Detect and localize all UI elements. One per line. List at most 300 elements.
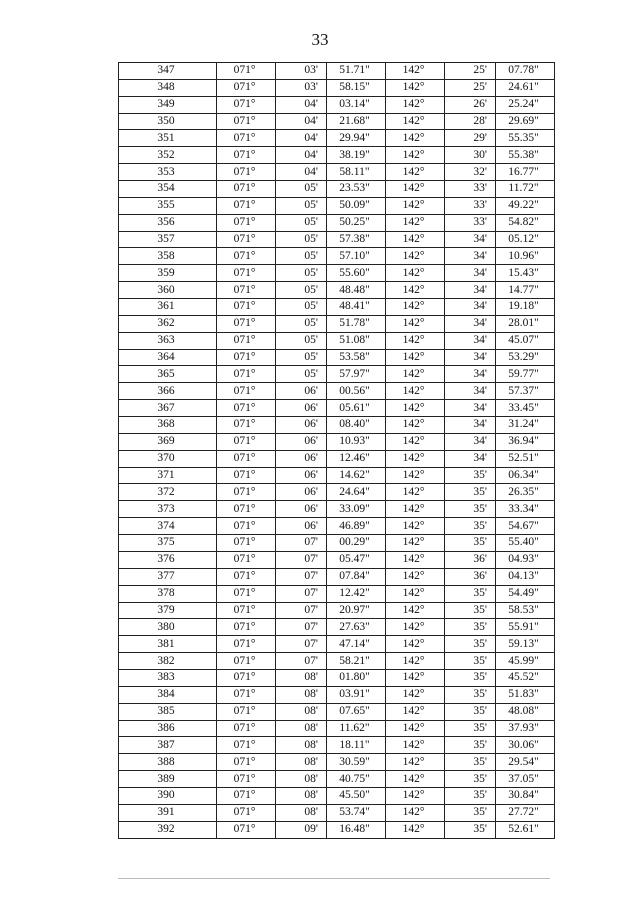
cell-lat-minutes: 05' (276, 265, 327, 282)
cell-lon-degrees: 142° (386, 686, 445, 703)
cell-lon-degrees: 142° (386, 821, 445, 838)
cell-lon-degrees: 142° (386, 248, 445, 265)
cell-lon-seconds: 25.24" (496, 96, 555, 113)
cell-lon-minutes: 35' (445, 602, 496, 619)
cell-lat-seconds: 46.89" (327, 518, 386, 535)
cell-lon-seconds: 29.54" (496, 754, 555, 771)
cell-lon-minutes: 28' (445, 113, 496, 130)
cell-lat-degrees: 071° (217, 332, 276, 349)
cell-lat-seconds: 38.19" (327, 147, 386, 164)
cell-lon-seconds: 33.34" (496, 501, 555, 518)
cell-lat-minutes: 06' (276, 383, 327, 400)
cell-lon-seconds: 45.99" (496, 653, 555, 670)
cell-lon-seconds: 55.40" (496, 535, 555, 552)
cell-lat-minutes: 08' (276, 754, 327, 771)
cell-lon-degrees: 142° (386, 653, 445, 670)
table-row (119, 197, 555, 214)
cell-point-number: 372 (119, 484, 217, 501)
cell-lon-seconds: 37.05" (496, 771, 555, 788)
cell-lat-seconds: 08.40" (327, 417, 386, 434)
cell-lat-degrees: 071° (217, 366, 276, 383)
cell-lon-degrees: 142° (386, 501, 445, 518)
cell-point-number: 384 (119, 686, 217, 703)
cell-lon-seconds: 31.24" (496, 417, 555, 434)
cell-lon-degrees: 142° (386, 804, 445, 821)
cell-point-number: 378 (119, 585, 217, 602)
cell-lat-degrees: 071° (217, 501, 276, 518)
cell-lat-degrees: 071° (217, 282, 276, 299)
table-row (119, 383, 555, 400)
cell-lat-degrees: 071° (217, 433, 276, 450)
coordinates-table (118, 62, 555, 839)
cell-lat-seconds: 48.41" (327, 299, 386, 316)
cell-lat-seconds: 18.11" (327, 737, 386, 754)
cell-point-number: 389 (119, 771, 217, 788)
cell-lat-degrees: 071° (217, 720, 276, 737)
table-row (119, 821, 555, 838)
cell-lon-seconds: 57.37" (496, 383, 555, 400)
coordinates-table-body (119, 63, 555, 839)
cell-lat-minutes: 08' (276, 787, 327, 804)
table-row (119, 737, 555, 754)
cell-lat-minutes: 05' (276, 282, 327, 299)
cell-lat-minutes: 04' (276, 164, 327, 181)
table-row (119, 720, 555, 737)
cell-lon-seconds: 54.82" (496, 214, 555, 231)
cell-lat-degrees: 071° (217, 349, 276, 366)
cell-lat-degrees: 071° (217, 787, 276, 804)
cell-point-number: 357 (119, 231, 217, 248)
cell-lat-seconds: 05.47" (327, 551, 386, 568)
cell-lon-seconds: 11.72" (496, 181, 555, 198)
cell-lat-seconds: 58.15" (327, 79, 386, 96)
cell-lon-minutes: 29' (445, 130, 496, 147)
cell-lon-seconds: 24.61" (496, 79, 555, 96)
table-row (119, 501, 555, 518)
cell-point-number: 347 (119, 63, 217, 80)
cell-lon-minutes: 34' (445, 332, 496, 349)
cell-lon-minutes: 34' (445, 315, 496, 332)
table-row (119, 551, 555, 568)
cell-lon-degrees: 142° (386, 400, 445, 417)
cell-lat-seconds: 45.50" (327, 787, 386, 804)
table-row (119, 400, 555, 417)
table-row (119, 653, 555, 670)
cell-lat-degrees: 071° (217, 383, 276, 400)
cell-lon-minutes: 34' (445, 265, 496, 282)
cell-lat-degrees: 071° (217, 484, 276, 501)
cell-lon-minutes: 35' (445, 653, 496, 670)
cell-lat-minutes: 07' (276, 653, 327, 670)
cell-lat-minutes: 08' (276, 703, 327, 720)
cell-lat-minutes: 03' (276, 79, 327, 96)
cell-lon-seconds: 54.67" (496, 518, 555, 535)
cell-lat-minutes: 08' (276, 771, 327, 788)
cell-lon-minutes: 34' (445, 282, 496, 299)
cell-lat-degrees: 071° (217, 164, 276, 181)
cell-lat-degrees: 071° (217, 737, 276, 754)
cell-point-number: 382 (119, 653, 217, 670)
cell-lat-minutes: 08' (276, 720, 327, 737)
cell-lon-degrees: 142° (386, 787, 445, 804)
cell-lat-seconds: 47.14" (327, 636, 386, 653)
cell-point-number: 363 (119, 332, 217, 349)
cell-lat-degrees: 071° (217, 686, 276, 703)
cell-lon-degrees: 142° (386, 669, 445, 686)
cell-point-number: 369 (119, 433, 217, 450)
cell-lat-minutes: 07' (276, 636, 327, 653)
cell-lon-degrees: 142° (386, 619, 445, 636)
table-row (119, 568, 555, 585)
cell-lon-seconds: 45.52" (496, 669, 555, 686)
cell-point-number: 374 (119, 518, 217, 535)
cell-lat-minutes: 05' (276, 332, 327, 349)
cell-lon-minutes: 35' (445, 771, 496, 788)
cell-lon-degrees: 142° (386, 433, 445, 450)
cell-lon-minutes: 35' (445, 737, 496, 754)
cell-lat-seconds: 30.59" (327, 754, 386, 771)
cell-lat-degrees: 071° (217, 299, 276, 316)
cell-lon-seconds: 49.22" (496, 197, 555, 214)
cell-point-number: 354 (119, 181, 217, 198)
cell-lon-seconds: 29.69" (496, 113, 555, 130)
cell-lat-seconds: 57.10" (327, 248, 386, 265)
cell-lon-seconds: 37.93" (496, 720, 555, 737)
cell-lon-seconds: 06.34" (496, 467, 555, 484)
cell-lon-minutes: 35' (445, 669, 496, 686)
table-row (119, 467, 555, 484)
cell-lat-seconds: 01.80" (327, 669, 386, 686)
cell-lon-seconds: 58.53" (496, 602, 555, 619)
cell-lon-degrees: 142° (386, 484, 445, 501)
table-row (119, 214, 555, 231)
table-row (119, 669, 555, 686)
cell-point-number: 350 (119, 113, 217, 130)
cell-lat-minutes: 07' (276, 585, 327, 602)
cell-lat-minutes: 05' (276, 231, 327, 248)
cell-lon-seconds: 28.01" (496, 315, 555, 332)
cell-lat-degrees: 071° (217, 636, 276, 653)
cell-lat-seconds: 50.09" (327, 197, 386, 214)
cell-lat-seconds: 29.94" (327, 130, 386, 147)
table-row (119, 619, 555, 636)
cell-lon-seconds: 55.91" (496, 619, 555, 636)
cell-lon-minutes: 34' (445, 299, 496, 316)
cell-lat-seconds: 48.48" (327, 282, 386, 299)
cell-lat-seconds: 12.46" (327, 450, 386, 467)
cell-lon-minutes: 33' (445, 197, 496, 214)
table-row (119, 315, 555, 332)
cell-lon-minutes: 33' (445, 214, 496, 231)
cell-lat-degrees: 071° (217, 181, 276, 198)
cell-lat-seconds: 00.56" (327, 383, 386, 400)
cell-lat-minutes: 06' (276, 417, 327, 434)
table-row (119, 787, 555, 804)
cell-lon-seconds: 59.77" (496, 366, 555, 383)
cell-lat-minutes: 05' (276, 349, 327, 366)
cell-lon-seconds: 26.35" (496, 484, 555, 501)
cell-lat-seconds: 58.11" (327, 164, 386, 181)
cell-point-number: 377 (119, 568, 217, 585)
cell-lon-degrees: 142° (386, 585, 445, 602)
cell-lon-degrees: 142° (386, 315, 445, 332)
cell-lon-degrees: 142° (386, 349, 445, 366)
cell-lon-seconds: 53.29" (496, 349, 555, 366)
cell-lon-minutes: 25' (445, 63, 496, 80)
cell-lon-minutes: 35' (445, 754, 496, 771)
cell-lon-minutes: 35' (445, 787, 496, 804)
cell-point-number: 392 (119, 821, 217, 838)
table-row (119, 804, 555, 821)
cell-lat-degrees: 071° (217, 669, 276, 686)
cell-lat-degrees: 071° (217, 400, 276, 417)
page-number: 33 (311, 30, 329, 49)
cell-lat-degrees: 071° (217, 602, 276, 619)
cell-lat-minutes: 04' (276, 113, 327, 130)
cell-lat-seconds: 27.63" (327, 619, 386, 636)
cell-lon-seconds: 59.13" (496, 636, 555, 653)
table-row (119, 535, 555, 552)
cell-lat-seconds: 51.08" (327, 332, 386, 349)
cell-lon-seconds: 30.84" (496, 787, 555, 804)
cell-lon-minutes: 35' (445, 467, 496, 484)
cell-lon-minutes: 35' (445, 585, 496, 602)
cell-point-number: 371 (119, 467, 217, 484)
cell-lon-seconds: 19.18" (496, 299, 555, 316)
table-row (119, 113, 555, 130)
table-row (119, 366, 555, 383)
cell-lat-degrees: 071° (217, 231, 276, 248)
cell-lat-minutes: 06' (276, 450, 327, 467)
cell-lat-minutes: 05' (276, 214, 327, 231)
cell-lon-seconds: 48.08" (496, 703, 555, 720)
cell-lat-minutes: 05' (276, 315, 327, 332)
cell-lat-degrees: 071° (217, 96, 276, 113)
cell-lon-degrees: 142° (386, 96, 445, 113)
cell-point-number: 366 (119, 383, 217, 400)
cell-lon-minutes: 36' (445, 551, 496, 568)
cell-lon-degrees: 142° (386, 282, 445, 299)
table-row (119, 585, 555, 602)
cell-point-number: 351 (119, 130, 217, 147)
cell-point-number: 387 (119, 737, 217, 754)
cell-lat-seconds: 24.64" (327, 484, 386, 501)
cell-lat-seconds: 07.84" (327, 568, 386, 585)
cell-lon-seconds: 45.07" (496, 332, 555, 349)
cell-point-number: 358 (119, 248, 217, 265)
cell-lat-seconds: 51.78" (327, 315, 386, 332)
cell-lat-minutes: 05' (276, 248, 327, 265)
cell-lat-degrees: 071° (217, 619, 276, 636)
cell-lat-degrees: 071° (217, 63, 276, 80)
cell-lat-seconds: 23.53" (327, 181, 386, 198)
cell-point-number: 353 (119, 164, 217, 181)
table-row (119, 450, 555, 467)
cell-lon-minutes: 35' (445, 518, 496, 535)
cell-lat-degrees: 071° (217, 197, 276, 214)
cell-lat-seconds: 50.25" (327, 214, 386, 231)
cell-lat-seconds: 12.42" (327, 585, 386, 602)
cell-point-number: 360 (119, 282, 217, 299)
table-row (119, 686, 555, 703)
cell-lat-degrees: 071° (217, 754, 276, 771)
cell-lat-minutes: 04' (276, 130, 327, 147)
table-row (119, 130, 555, 147)
cell-lat-minutes: 05' (276, 299, 327, 316)
cell-lat-minutes: 05' (276, 181, 327, 198)
cell-point-number: 381 (119, 636, 217, 653)
cell-lon-degrees: 142° (386, 265, 445, 282)
cell-lon-seconds: 07.78" (496, 63, 555, 80)
cell-lon-seconds: 16.77" (496, 164, 555, 181)
cell-lat-seconds: 03.14" (327, 96, 386, 113)
cell-lat-seconds: 11.62" (327, 720, 386, 737)
cell-point-number: 367 (119, 400, 217, 417)
cell-lon-minutes: 34' (445, 366, 496, 383)
cell-lon-degrees: 142° (386, 737, 445, 754)
cell-lat-seconds: 55.60" (327, 265, 386, 282)
cell-lon-degrees: 142° (386, 181, 445, 198)
cell-point-number: 368 (119, 417, 217, 434)
cell-lat-degrees: 071° (217, 653, 276, 670)
cell-lat-seconds: 57.97" (327, 366, 386, 383)
cell-lon-seconds: 10.96" (496, 248, 555, 265)
cell-lon-minutes: 34' (445, 450, 496, 467)
cell-lon-minutes: 35' (445, 720, 496, 737)
cell-lat-minutes: 06' (276, 467, 327, 484)
table-row (119, 299, 555, 316)
cell-lon-minutes: 35' (445, 703, 496, 720)
cell-lat-degrees: 071° (217, 568, 276, 585)
cell-point-number: 361 (119, 299, 217, 316)
cell-lat-minutes: 07' (276, 619, 327, 636)
table-row (119, 147, 555, 164)
cell-lon-minutes: 34' (445, 400, 496, 417)
table-row (119, 518, 555, 535)
cell-lat-seconds: 51.71" (327, 63, 386, 80)
cell-lon-degrees: 142° (386, 450, 445, 467)
cell-lat-minutes: 07' (276, 551, 327, 568)
cell-lon-degrees: 142° (386, 771, 445, 788)
cell-lat-seconds: 05.61" (327, 400, 386, 417)
cell-lon-degrees: 142° (386, 535, 445, 552)
cell-lon-minutes: 34' (445, 383, 496, 400)
cell-lon-seconds: 55.38" (496, 147, 555, 164)
cell-lon-degrees: 142° (386, 551, 445, 568)
cell-lat-degrees: 071° (217, 315, 276, 332)
cell-lat-seconds: 10.93" (327, 433, 386, 450)
cell-lon-minutes: 35' (445, 501, 496, 518)
cell-point-number: 379 (119, 602, 217, 619)
cell-lat-seconds: 33.09" (327, 501, 386, 518)
cell-lat-minutes: 06' (276, 433, 327, 450)
table-row (119, 79, 555, 96)
table-row (119, 265, 555, 282)
cell-lat-seconds: 16.48" (327, 821, 386, 838)
cell-lat-degrees: 071° (217, 450, 276, 467)
cell-lon-minutes: 35' (445, 619, 496, 636)
table-row (119, 164, 555, 181)
table-row (119, 231, 555, 248)
cell-lon-minutes: 32' (445, 164, 496, 181)
cell-lat-degrees: 071° (217, 265, 276, 282)
cell-lon-degrees: 142° (386, 754, 445, 771)
cell-lon-degrees: 142° (386, 518, 445, 535)
cell-lat-minutes: 07' (276, 568, 327, 585)
cell-lon-minutes: 35' (445, 636, 496, 653)
cell-lon-degrees: 142° (386, 720, 445, 737)
cell-point-number: 375 (119, 535, 217, 552)
cell-lat-seconds: 53.58" (327, 349, 386, 366)
cell-lat-minutes: 06' (276, 501, 327, 518)
cell-point-number: 359 (119, 265, 217, 282)
cell-lat-seconds: 03.91" (327, 686, 386, 703)
cell-lon-minutes: 26' (445, 96, 496, 113)
cell-lat-seconds: 07.65" (327, 703, 386, 720)
cell-lon-minutes: 35' (445, 484, 496, 501)
cell-point-number: 356 (119, 214, 217, 231)
cell-lon-degrees: 142° (386, 79, 445, 96)
cell-lon-degrees: 142° (386, 332, 445, 349)
cell-lon-minutes: 35' (445, 686, 496, 703)
cell-lon-degrees: 142° (386, 214, 445, 231)
table-row (119, 484, 555, 501)
cell-lat-minutes: 04' (276, 147, 327, 164)
cell-point-number: 388 (119, 754, 217, 771)
cell-lat-degrees: 071° (217, 518, 276, 535)
cell-lat-seconds: 58.21" (327, 653, 386, 670)
cell-lon-degrees: 142° (386, 467, 445, 484)
cell-lon-degrees: 142° (386, 417, 445, 434)
cell-lat-degrees: 071° (217, 113, 276, 130)
cell-lon-minutes: 35' (445, 535, 496, 552)
table-row (119, 248, 555, 265)
cell-lat-minutes: 05' (276, 366, 327, 383)
cell-lat-degrees: 071° (217, 214, 276, 231)
cell-lon-seconds: 55.35" (496, 130, 555, 147)
cell-lon-degrees: 142° (386, 703, 445, 720)
table-row (119, 417, 555, 434)
cell-lon-minutes: 30' (445, 147, 496, 164)
cell-lon-minutes: 35' (445, 804, 496, 821)
table-row (119, 332, 555, 349)
cell-lat-minutes: 06' (276, 400, 327, 417)
cell-point-number: 349 (119, 96, 217, 113)
cell-lat-degrees: 071° (217, 821, 276, 838)
table-row (119, 63, 555, 80)
cell-lat-minutes: 09' (276, 821, 327, 838)
cell-point-number: 362 (119, 315, 217, 332)
cell-lat-minutes: 06' (276, 518, 327, 535)
table-row (119, 754, 555, 771)
cell-lat-degrees: 071° (217, 551, 276, 568)
table-row (119, 96, 555, 113)
cell-lat-minutes: 03' (276, 63, 327, 80)
cell-point-number: 365 (119, 366, 217, 383)
cell-lat-minutes: 08' (276, 669, 327, 686)
table-row (119, 771, 555, 788)
cell-lon-minutes: 35' (445, 821, 496, 838)
cell-lat-degrees: 071° (217, 703, 276, 720)
cell-point-number: 364 (119, 349, 217, 366)
cell-lat-seconds: 21.68" (327, 113, 386, 130)
cell-point-number: 380 (119, 619, 217, 636)
cell-lat-minutes: 08' (276, 737, 327, 754)
cell-point-number: 391 (119, 804, 217, 821)
cell-lat-degrees: 071° (217, 804, 276, 821)
cell-lon-seconds: 04.13" (496, 568, 555, 585)
cell-point-number: 386 (119, 720, 217, 737)
